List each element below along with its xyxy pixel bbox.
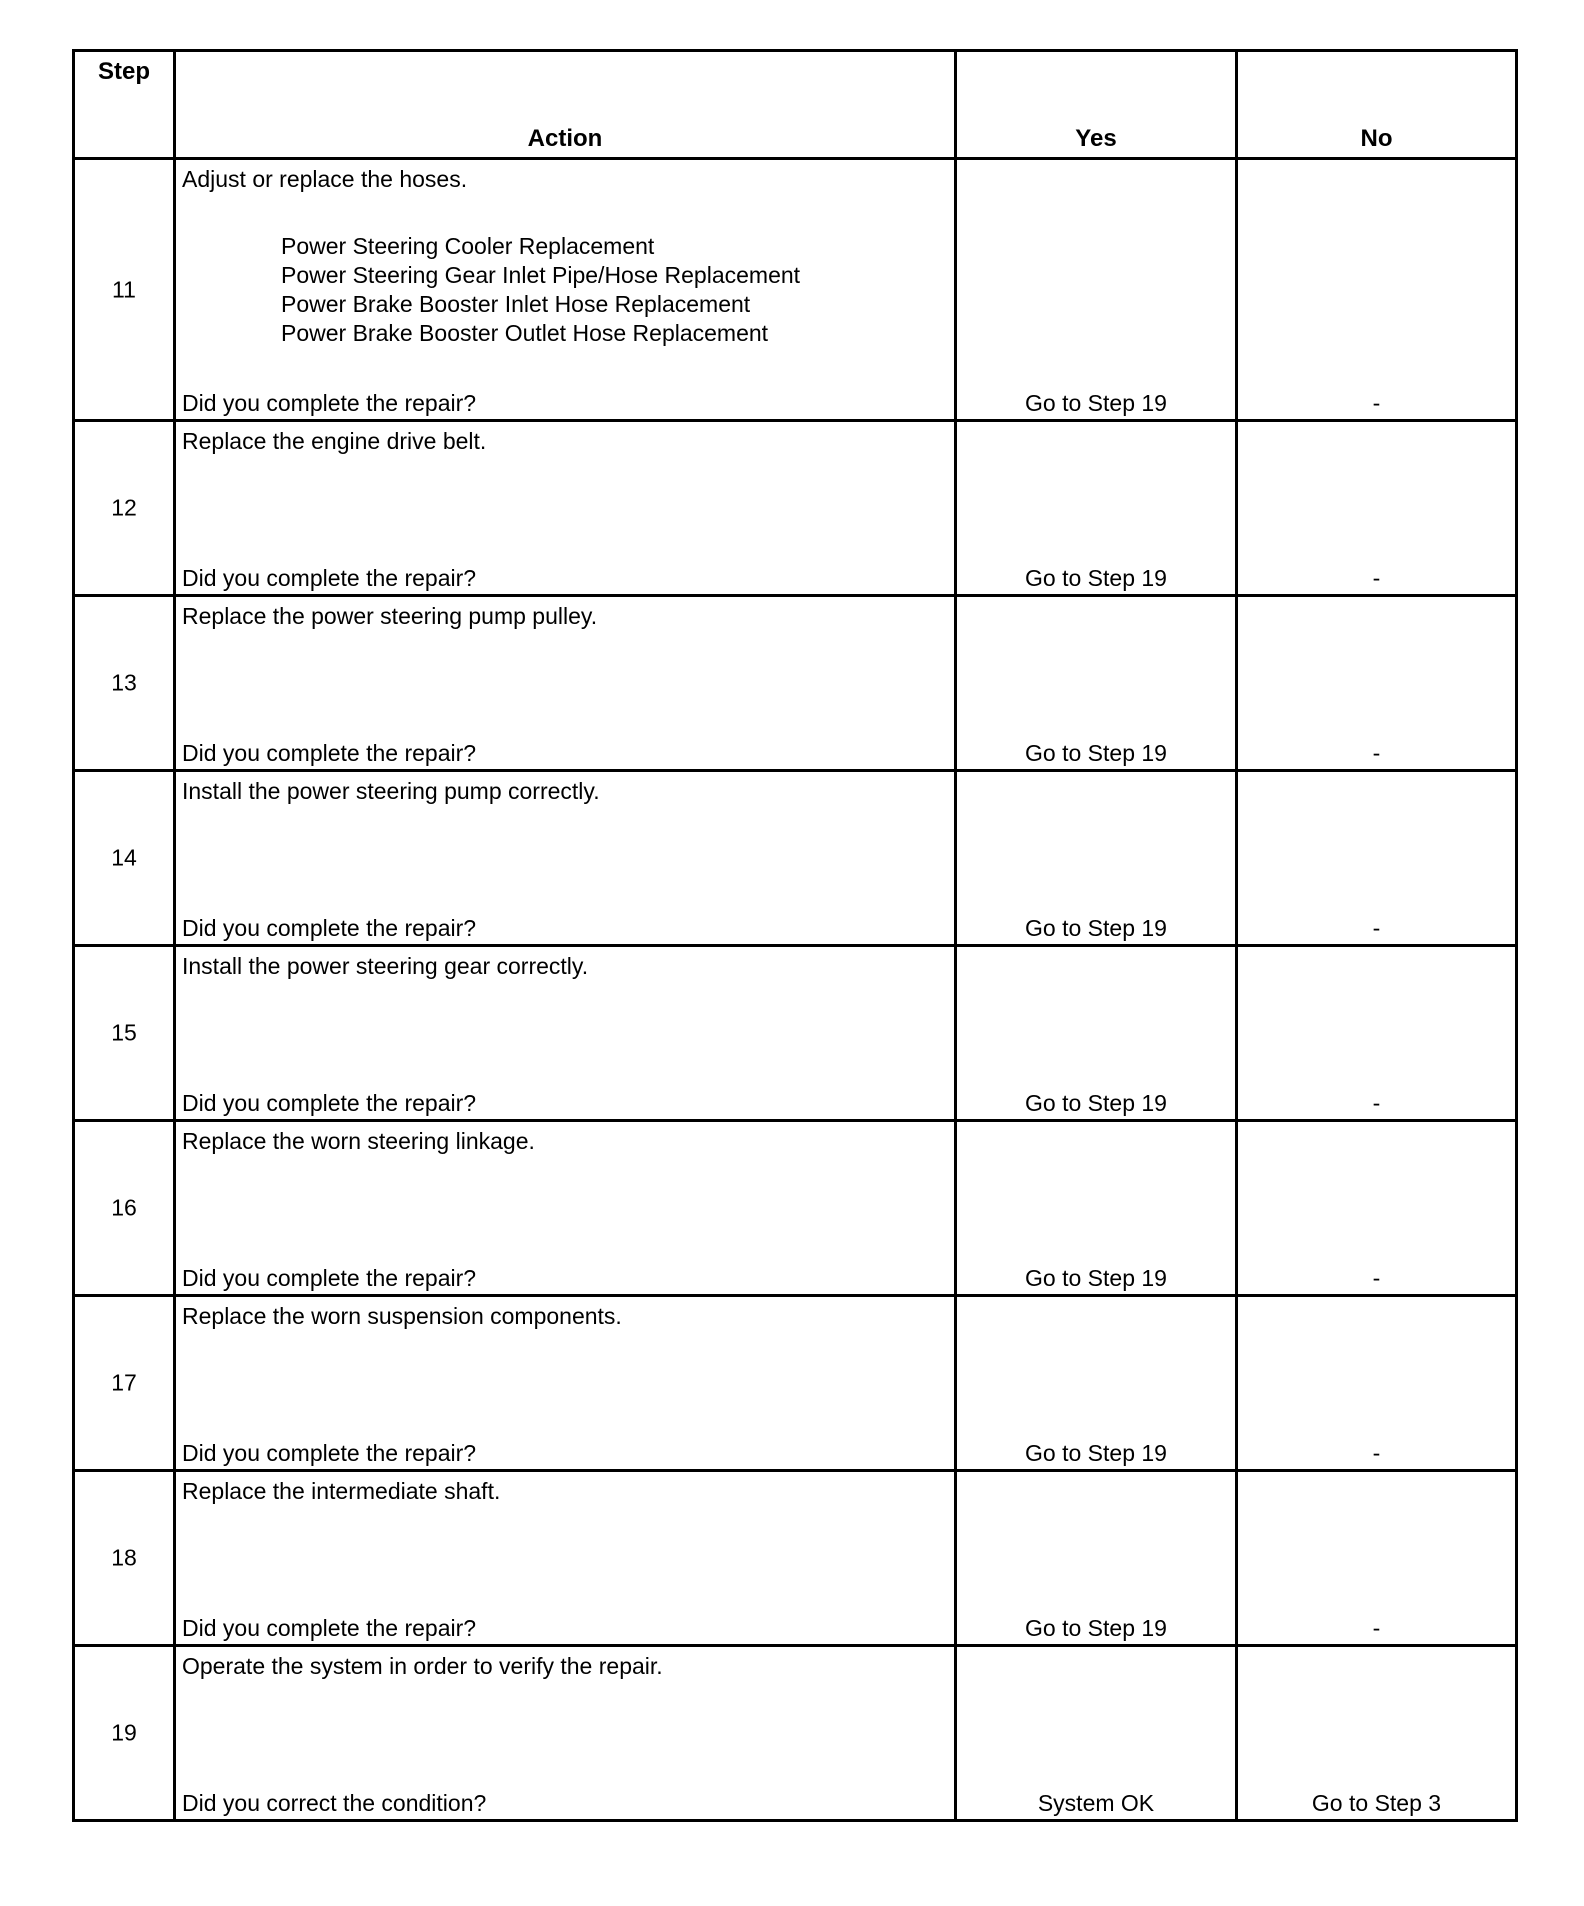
step-number: 12 xyxy=(111,494,137,521)
no-answer: - xyxy=(1372,915,1381,941)
yes-cell xyxy=(956,1296,1237,1471)
action-text: Install the power steering gear correctly. xyxy=(182,953,589,979)
no-answer: Go to Step 3 xyxy=(1311,1790,1442,1816)
action-text: Install the power steering pump correctly. xyxy=(182,778,600,804)
yes-answer: Go to Step 19 xyxy=(1025,390,1167,416)
step-cell xyxy=(74,1646,175,1821)
yes-answer: System OK xyxy=(1037,1790,1155,1816)
question-text: Did you complete the repair? xyxy=(182,1440,477,1466)
action-cell xyxy=(175,596,956,771)
no-cell xyxy=(1237,1471,1517,1646)
yes-cell xyxy=(956,946,1237,1121)
yes-cell xyxy=(956,596,1237,771)
step-cell xyxy=(74,946,175,1121)
no-answer: - xyxy=(1372,1265,1381,1291)
action-cell xyxy=(175,771,956,946)
question-text: Did you complete the repair? xyxy=(182,1090,477,1116)
table-row xyxy=(74,1121,1517,1296)
table-row xyxy=(74,1296,1517,1471)
yes-answer: Go to Step 19 xyxy=(1025,1265,1167,1291)
no-answer: - xyxy=(1372,1615,1381,1641)
procedure-list xyxy=(281,232,800,348)
yes-answer: Go to Step 19 xyxy=(1025,915,1167,941)
question-text: Did you complete the repair? xyxy=(182,1265,477,1291)
action-text: Adjust or replace the hoses. xyxy=(182,166,468,192)
no-cell xyxy=(1237,1296,1517,1471)
step-cell xyxy=(74,159,175,421)
action-cell xyxy=(175,159,956,421)
step-cell xyxy=(74,1471,175,1646)
yes-answer: Go to Step 19 xyxy=(1025,1615,1167,1641)
header-step: Step xyxy=(74,51,175,159)
step-cell xyxy=(74,421,175,596)
action-cell xyxy=(175,946,956,1121)
header-action: Action xyxy=(175,51,956,159)
action-cell xyxy=(175,1296,956,1471)
question-text: Did you complete the repair? xyxy=(182,740,477,766)
no-answer: - xyxy=(1372,1090,1381,1116)
table-row xyxy=(74,1471,1517,1646)
question-text: Did you complete the repair? xyxy=(182,565,477,591)
yes-answer: Go to Step 19 xyxy=(1025,1440,1167,1466)
no-cell xyxy=(1237,596,1517,771)
table-row xyxy=(74,771,1517,946)
yes-cell xyxy=(956,771,1237,946)
diagnostic-table xyxy=(72,49,1518,1822)
table-row xyxy=(74,421,1517,596)
no-answer: - xyxy=(1372,740,1381,766)
table-row xyxy=(74,946,1517,1121)
question-text: Did you complete the repair? xyxy=(182,915,477,941)
step-cell xyxy=(74,1296,175,1471)
step-number: 17 xyxy=(111,1369,137,1396)
step-number: 19 xyxy=(111,1719,137,1746)
yes-answer: Go to Step 19 xyxy=(1025,565,1167,591)
action-text: Replace the intermediate shaft. xyxy=(182,1478,501,1504)
question-text: Did you complete the repair? xyxy=(182,1615,477,1641)
step-number: 13 xyxy=(111,669,137,696)
no-cell xyxy=(1237,159,1517,421)
step-cell xyxy=(74,771,175,946)
step-number: 11 xyxy=(112,276,136,302)
step-number: 14 xyxy=(111,844,137,871)
no-cell xyxy=(1237,771,1517,946)
procedure-link[interactable]: Power Steering Gear Inlet Pipe/Hose Replacement xyxy=(281,262,801,288)
header-yes: Yes xyxy=(956,51,1237,159)
step-number: 15 xyxy=(111,1019,137,1046)
action-text: Operate the system in order to verify the repair. xyxy=(182,1653,663,1679)
yes-cell xyxy=(956,1471,1237,1646)
table-row xyxy=(74,159,1517,421)
action-text: Replace the worn suspension components. xyxy=(182,1303,622,1329)
step-number: 18 xyxy=(111,1544,137,1571)
step-cell xyxy=(74,596,175,771)
yes-cell xyxy=(956,421,1237,596)
header-row xyxy=(74,51,1517,159)
question-text: Did you complete the repair? xyxy=(182,390,477,416)
step-number: 16 xyxy=(111,1194,137,1221)
action-cell xyxy=(175,1646,956,1821)
step-cell xyxy=(74,1121,175,1296)
yes-cell xyxy=(956,159,1237,421)
yes-answer: Go to Step 19 xyxy=(1025,1090,1167,1116)
no-answer: - xyxy=(1372,390,1381,416)
yes-answer: Go to Step 19 xyxy=(1025,740,1167,766)
procedure-link[interactable]: Power Brake Booster Outlet Hose Replacement xyxy=(281,320,769,346)
no-cell xyxy=(1237,946,1517,1121)
action-cell xyxy=(175,1471,956,1646)
no-answer: - xyxy=(1372,1440,1381,1466)
action-cell xyxy=(175,1121,956,1296)
question-text: Did you correct the condition? xyxy=(182,1790,487,1816)
action-text: Replace the worn steering linkage. xyxy=(182,1128,535,1154)
procedure-link[interactable]: Power Brake Booster Inlet Hose Replacement xyxy=(281,291,751,317)
no-cell xyxy=(1237,421,1517,596)
action-text: Replace the power steering pump pulley. xyxy=(182,603,598,629)
action-text: Replace the engine drive belt. xyxy=(182,428,487,454)
table-row xyxy=(74,596,1517,771)
header-no: No xyxy=(1237,51,1517,159)
procedure-link[interactable]: Power Steering Cooler Replacement xyxy=(281,233,655,259)
table-row xyxy=(74,1646,1517,1821)
yes-cell xyxy=(956,1121,1237,1296)
action-cell xyxy=(175,421,956,596)
no-cell xyxy=(1237,1646,1517,1821)
yes-cell xyxy=(956,1646,1237,1821)
no-cell xyxy=(1237,1121,1517,1296)
no-answer: - xyxy=(1372,565,1381,591)
